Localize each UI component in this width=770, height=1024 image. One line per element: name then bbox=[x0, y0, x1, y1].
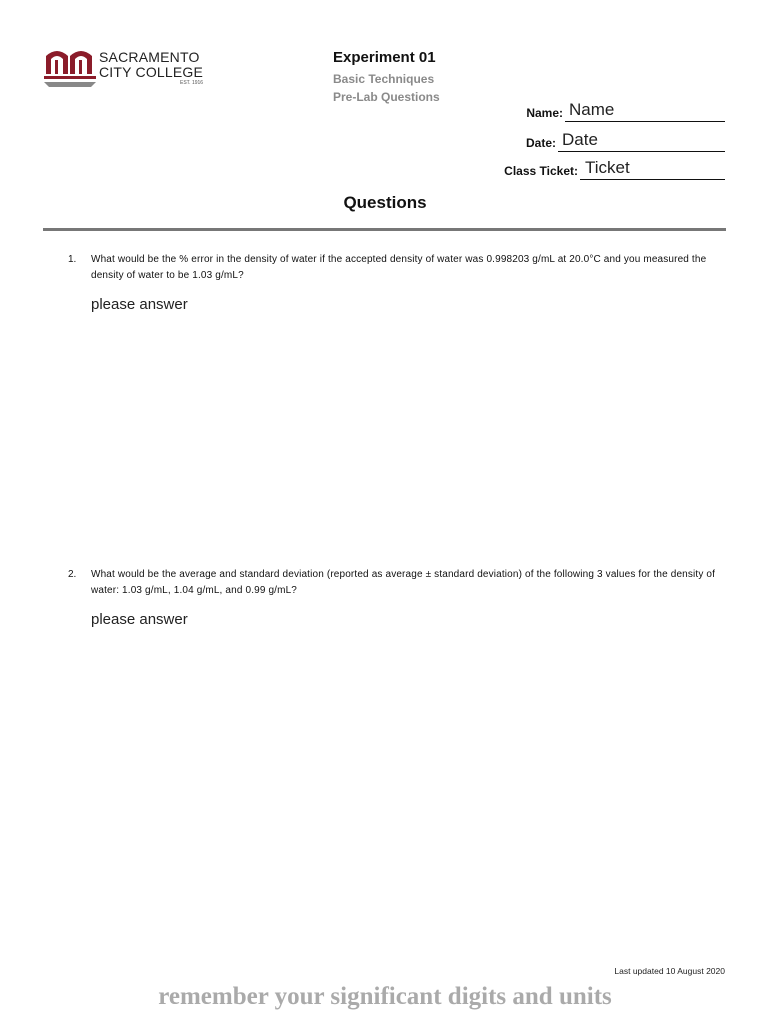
date-label: Date: bbox=[525, 136, 556, 150]
last-updated-note: Last updated 10 August 2020 bbox=[614, 966, 725, 976]
name-label: Name: bbox=[526, 106, 563, 120]
class-ticket-value[interactable]: Ticket bbox=[585, 158, 630, 177]
question-number: 2. bbox=[68, 569, 77, 580]
section-title: Questions bbox=[343, 193, 427, 212]
logo-text-line1: SACRAMENTO bbox=[99, 49, 200, 65]
experiment-title: Experiment 01 bbox=[333, 49, 436, 66]
date-value[interactable]: Date bbox=[562, 130, 598, 149]
logo-established: EST. 1916 bbox=[180, 80, 204, 86]
name-underline bbox=[565, 121, 725, 122]
question-text: What would be the % error in the density of water if the accepted density of water was 0.998203 g/mL at 20.0°C and you measured the density of water to be 1.03 g/mL? bbox=[91, 254, 707, 281]
logo-text-line2: CITY COLLEGE bbox=[99, 64, 204, 80]
answer-field[interactable]: please answer bbox=[91, 296, 188, 313]
class-ticket-underline bbox=[580, 179, 725, 180]
college-logo-icon bbox=[44, 46, 96, 88]
name-field[interactable] bbox=[526, 100, 725, 122]
question-text: What would be the average and standard deviation (reported as average ± standard deviation) of the following 3 values for the density of water: 1.03 g/mL, 1.04 g/mL, and 0.99 g/mL? bbox=[91, 569, 716, 596]
experiment-subtitle: Basic Techniques bbox=[333, 72, 435, 86]
class-ticket-label: Class Ticket: bbox=[504, 164, 578, 178]
prelab-subtitle: Pre-Lab Questions bbox=[333, 90, 440, 104]
question-number: 1. bbox=[68, 254, 77, 265]
date-underline bbox=[558, 151, 725, 152]
date-field[interactable] bbox=[525, 130, 725, 152]
name-value[interactable]: Name bbox=[569, 100, 615, 119]
college-logo bbox=[44, 46, 214, 90]
section-divider bbox=[43, 228, 726, 231]
answer-field[interactable]: please answer bbox=[91, 611, 188, 628]
class-ticket-field[interactable] bbox=[504, 158, 725, 180]
significant-digits-reminder: remember your significant digits and units bbox=[158, 983, 612, 1010]
